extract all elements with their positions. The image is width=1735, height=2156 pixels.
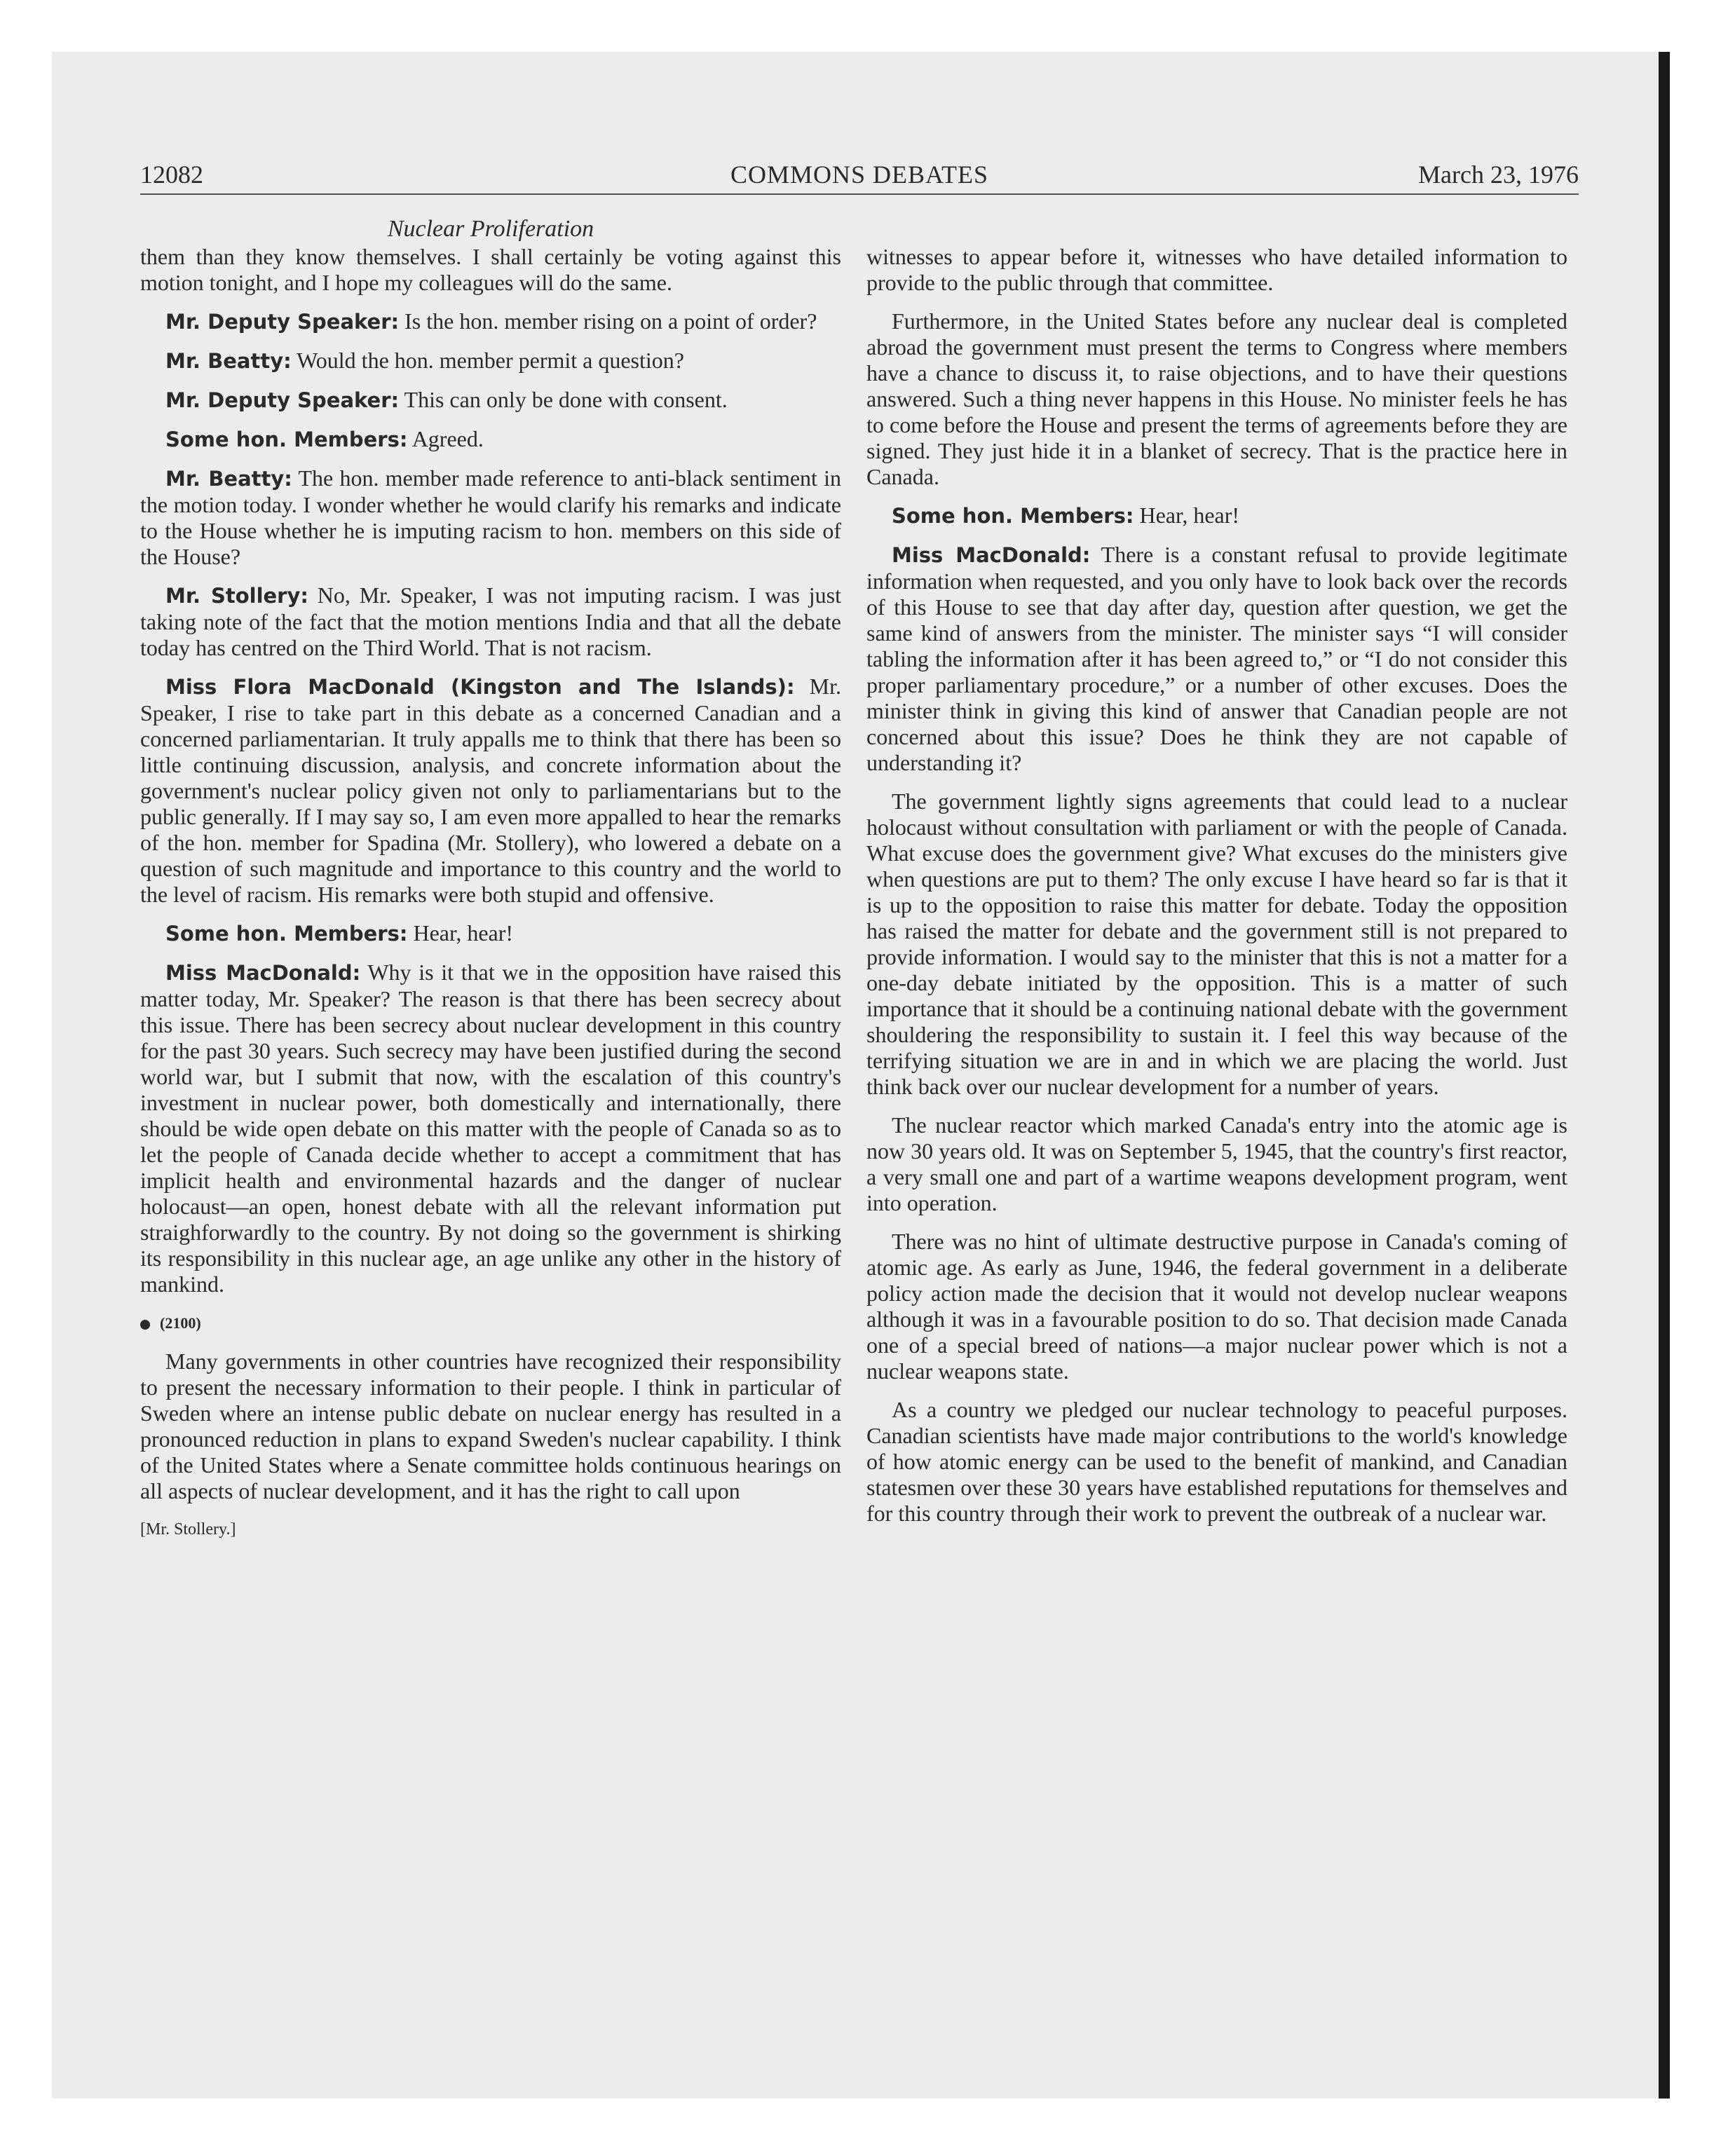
paragraph: Furthermore, in the United States before any nuclear deal is completed abroad the government must present the terms to Congress where members have a chance to discuss it, to raise objections, and to have their questions answered. Such a thing never happens in this House. No minister feels he has to come before the House and present the terms of agreements before they are signed. They just hide it in a blanket of secrecy. That is the practice here in Canada. <box>866 308 1567 489</box>
speaker-name: Mr. Beatty: <box>165 349 292 373</box>
speaker-name: Some hon. Members: <box>165 428 408 451</box>
speaker-name: Mr. Beatty: <box>165 467 292 491</box>
paragraph <box>140 960 841 1297</box>
running-head: Nuclear Proliferation <box>387 216 594 242</box>
publication-date: March 23, 1976 <box>1418 161 1579 189</box>
speech-text: No, Mr. Speaker, I was not imputing racism. I was just taking note of the fact that the motion mentions India and that all the debate today has centred on the Third World. That is not racism. <box>140 582 841 660</box>
speech-text: The hon. member made reference to anti-black sentiment in the motion today. I wonder whether he would clarify his remarks and indicate to the House whether he is imputing racism to hon. members on this side of the House? <box>140 465 842 569</box>
speech-text: Would the hon. member permit a question? <box>291 348 684 373</box>
speech-text: Hear, hear! <box>1134 503 1240 528</box>
speaker-name: Some hon. Members: <box>165 922 408 946</box>
paragraph: The government lightly signs agreements that could lead to a nuclear holocaust without consultation with parliament or with the people of Canada. What excuse does the government give? What excuses do the ministers give when questions are put to them? The only excuse I have heard so far is that it is up to the opposition to raise this matter for debate. Today the opposition has raised the matter for debate and the government still is not prepared to provide information. I would say to the minister that this is not a matter for a one-day debate initiated by the opposition. This is a matter of such importance that it should be a continuing national debate with the government shouldering the responsibility to sustain it. I feel this way because of the terrifying situation we are in and in which we are placing the world. Just think back over our nuclear development for a number of years. <box>866 789 1567 1099</box>
paragraph <box>140 582 841 661</box>
speech-text: Mr. Speaker, I rise to take part in this debate as a concerned Canadian and a concerned parliamentarian. It truly appalls me to think that there has been so little continuing discussion, analysis, and concrete information about the government's nuclear policy given not only to parliamentarians but to the public generally. If I may say so, I am even more appalled to hear the remarks of the hon. member for Spadina (Mr. Stollery), who lowered a debate on a question of such magnitude and importance to this country and the world to the level of racism. His remarks were both stupid and offensive. <box>140 674 841 907</box>
speaker-name: Miss Flora MacDonald (Kingston and The Islands): <box>165 675 795 699</box>
speaker-name: Some hon. Members: <box>892 504 1134 528</box>
paragraph: witnesses to appear before it, witnesses who have detailed information to provide to the public through that committee. <box>866 244 1567 295</box>
paragraph: them than they know themselves. I shall certainly be voting against this motion tonight, and I hope my colleagues will do the same. <box>140 244 841 295</box>
page-header <box>140 157 1579 195</box>
speaker-name: Miss MacDonald: <box>892 543 1091 567</box>
speaker-name: Miss MacDonald: <box>165 961 361 985</box>
paragraph <box>140 426 841 453</box>
paragraph <box>140 465 841 570</box>
speech-text: Agreed. <box>407 426 484 451</box>
right-column <box>866 244 1567 1539</box>
paragraph <box>140 920 841 947</box>
paragraph <box>866 542 1567 776</box>
page-number: 12082 <box>140 161 203 189</box>
paragraph <box>140 308 841 335</box>
speaker-name: Mr. Deputy Speaker: <box>165 310 400 334</box>
scan-edge-shadow <box>1659 52 1670 2099</box>
paragraph: Many governments in other countries have recognized their responsibility to present the necessary information to their people. I think in particular of Sweden where an intense public debate on nuclear energy has resulted in a pronounced reduction in plans to expand Sweden's nuclear capability. I think of the United States where a Senate committee holds continuous hearings on all aspects of nuclear development, and it has the right to call upon <box>140 1349 841 1503</box>
time-marker-text: (2100) <box>160 1314 201 1332</box>
speech-text: This can only be done with consent. <box>399 387 728 412</box>
publication-title: COMMONS DEBATES <box>730 161 989 189</box>
speaker-name: Mr. Stollery: <box>165 584 308 608</box>
paragraph <box>140 348 841 374</box>
paragraph: The nuclear reactor which marked Canada's entry into the atomic age is now 30 years old. It was on September 5, 1945, that the country's first reactor, a very small one and part of a wartime weapons development program, went into operation. <box>866 1112 1567 1215</box>
speech-text: There is a constant refusal to provide legitimate information when requested, and you only have to look back over the records of this House to see that day after day, question after question, we get the same kind of answers from the minister. The minister says “I will consider tabling the information after it has been agreed to,” or “I do not consider this proper parliamentary procedure,” or a number of other excuses. Does the minister think in giving this kind of answer that Canadian people are not concerned about this issue? Does he think they are not capable of understanding it? <box>866 542 1568 775</box>
speech-text: Why is it that we in the opposition have raised this matter today, Mr. Speaker? The reason is that there has been secrecy about this issue. There has been secrecy about nuclear development in this country for the past 30 years. Such secrecy may have been justified during the second world war, but I submit that now, with the escalation of this country's investment in nuclear power, both domestically and internationally, there should be wide open debate on this matter with the people of Canada so as to let the people of Canada decide whether to accept a commitment that has implicit health and environmental hazards and the danger of nuclear holocaust—an open, honest debate with all the relevant information put straighforwardly to the country. By not doing so the government is shirking its responsibility in this nuclear age, an age unlike any other in the history of mankind. <box>140 960 841 1297</box>
speaker-footnote: [Mr. Stollery.] <box>140 1520 236 1538</box>
paragraph <box>140 674 841 908</box>
time-marker <box>140 1310 841 1336</box>
speech-text: Is the hon. member rising on a point of order? <box>399 308 817 334</box>
paragraph: As a country we pledged our nuclear technology to peaceful purposes. Canadian scientists have made major contributions to the world's knowledge of how atomic energy can be used to the benefit of mankind, and Canadian statesmen over these 30 years have established reputations for themselves and for this country through their work to prevent the outbreak of a nuclear war. <box>866 1397 1567 1526</box>
left-column <box>140 244 841 1543</box>
paragraph: There was no hint of ultimate destructive purpose in Canada's coming of atomic age. As early as June, 1946, the federal government in a deliberate policy action made the decision that it would not develop nuclear weapons although it was in a favourable position to do so. That decision made Canada one of a special breed of nations—a major nuclear power which is not a nuclear weapons state. <box>866 1229 1567 1384</box>
paragraph <box>140 387 841 414</box>
speaker-name: Mr. Deputy Speaker: <box>165 388 400 412</box>
paragraph <box>866 503 1567 529</box>
speech-text: Hear, hear! <box>407 920 514 946</box>
bullet-icon <box>140 1320 150 1330</box>
